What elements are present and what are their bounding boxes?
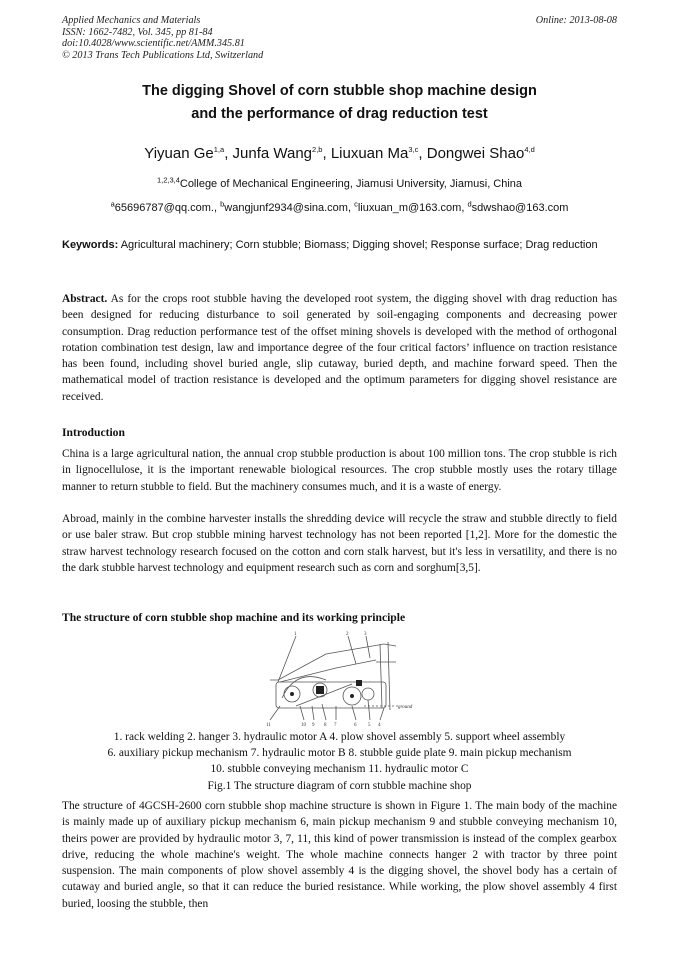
author-name: Liuxuan Ma: [330, 145, 409, 162]
machine-structure-figure: [256, 628, 422, 728]
email-address[interactable]: liuxuan_m@163.com: [357, 202, 462, 214]
email-sup: c: [354, 199, 358, 209]
hydraulic-motor-block: [356, 680, 362, 686]
figure-label-top: 3: [364, 632, 367, 637]
email-address[interactable]: wangjunf2934@sina.com: [224, 202, 348, 214]
figure-label-bottom: 9: [312, 723, 315, 728]
author-sup: 1,a: [213, 145, 225, 154]
hanger-post: [380, 644, 382, 708]
figure-label-bottom: 10: [301, 723, 306, 728]
abstract: [62, 291, 617, 405]
abstract-text: As for the crops root stubble having the developed root system, the digging shovel with drag reduction has been designed for reducing disturbance to soil generated by soil-engaging components and decreasing power consumption. Drag reduction performance test of the offset mining shovels is developed with the method of orthogonal rotation combination test design, law and importance degree of the four critical factors’ influence on traction resistance has been found, including shovel buried angle, slip cutaway, buried depth, and machine forward speed. Then the mathematical model of traction resistance is developed and the optimum parameters for digging shovel resistance are received.: [62, 293, 617, 403]
intro-paragraph-2: Abroad, mainly in the combine harvester installs the shredding device will recycle the straw and stubble directly to field or use baler straw. But crop stubble mining harvest technology has not been reported [1,2]. More for the domestic the straw harvest technology research focused on the cotton and corn stalk harvest, but it's less in versatility, and there is no the dark stubble harvest technology and equipment research such as corn and sorghum[3,5].: [62, 513, 617, 574]
figure-label-bottom: 11: [266, 723, 271, 728]
caption-line-3: 10. stubble conveying mechanism 11. hydraulic motor C: [210, 763, 469, 776]
caption-title: Fig.1 The structure diagram of corn stubble machine shop: [207, 779, 472, 792]
figure-label-bottom: 7: [334, 723, 337, 728]
drive-wheel: [362, 688, 374, 700]
leader-line: [368, 700, 370, 720]
email-address[interactable]: 65696787@qq.com.: [114, 202, 214, 214]
figure-label-top: 1: [294, 632, 297, 637]
structure-paragraph: The structure of 4GCSH-2600 corn stubble shop machine structure is shown in Figure 1. The main body of the machine is mainly made up of auxiliary pickup mechanism 6, main pickup mechanism 9 and stubble conveying mechanism 10, theirs power are provided by hydraulic motor 3, 7, 11, this kind of power transmission is instead of the complex gearbox drive, reducing the whole machine's weight. The whole machine connects hanger 2 with tractor by three point suspension. The main components of plow shovel assembly 4 is the digging shovel, the shovel body has a certain of cutaway and buried angle, so that it can reduce the buried resistance. While working, the plow shovel assembly 4 first buried, loosing the stubble, then: [62, 800, 617, 910]
affiliation-sup: 1,2,3,4: [156, 175, 180, 185]
caption-line-2: 6. auxiliary pickup mechanism 7. hydraulic motor B 8. stubble guide plate 9. main pickup mechanism: [107, 747, 572, 760]
email-sup: d: [467, 199, 472, 209]
email-sup: b: [220, 199, 225, 209]
email-address[interactable]: sdwshao@163.com: [471, 202, 569, 214]
author-sup: 4,d: [524, 145, 535, 154]
affiliation: [62, 176, 617, 192]
email-list: $^a$65696787@qq.com., $^b$wangjunf2934@sina.com, $^c$liuxuan_m@163.com, $^d$sdwshao@163.com: [110, 199, 569, 214]
author-sup: 3,c: [408, 145, 419, 154]
keywords-label: Keywords:: [62, 239, 119, 251]
author-list: Yiyuan Ge$^{1,a}$, Junfa Wang$^{2,b}$, Liuxuan Ma$^{3,c}$, Dongwei Shao$^{4,d}$: [144, 145, 535, 162]
copyright-line: © 2013 Trans Tech Publications Ltd, Switzerland: [62, 49, 264, 61]
author-name: Yiyuan Ge: [144, 145, 214, 162]
doi-line: doi:10.4028/www.scientific.net/AMM.345.81: [62, 38, 245, 50]
paper-title: [62, 80, 617, 126]
hanger-post: [388, 642, 390, 710]
email-sup: a: [110, 199, 115, 209]
caption-line-1: 1. rack welding 2. hanger 3. hydraulic motor A 4. plow shovel assembly 5. support wheel assembly: [113, 731, 566, 743]
drum-hub: [290, 692, 294, 696]
issn-line: ISSN: 1662-7482, Vol. 345, pp 81-84: [62, 26, 213, 38]
figure-label-bottom: 5: [368, 723, 371, 728]
affiliation-text: College of Mechanical Engineering, Jiamusi University, Jiamusi, China: [179, 178, 523, 190]
keywords-text: Agricultural machinery; Corn stubble; Biomass; Digging shovel; Response surface; Drag reduction: [120, 239, 598, 251]
title-line-1: The digging Shovel of corn stubble shop machine design: [142, 83, 537, 99]
figure-caption: [62, 729, 617, 794]
figure-label-top: 2: [346, 632, 349, 637]
author-name: Junfa Wang: [232, 145, 313, 162]
ground-label: ground: [398, 705, 413, 710]
journal-name: Applied Mechanics and Materials: [62, 15, 201, 26]
author-name: Dongwei Shao: [426, 145, 525, 162]
machine-diagram: [256, 628, 422, 728]
intro-paragraph-1: China is a large agricultural nation, the annual crop stubble production is about 100 million tons. The crop stubble is rich in lignocellulose, it is the important renewable biological resources. The crop stubble mostly uses the rotary tillage manner to return stubble to field. But the machinery consumes much, and it is a waste of energy.: [62, 448, 617, 493]
leader-line: [322, 704, 326, 720]
leader-line: [270, 706, 280, 720]
author-sup: 2,b: [312, 145, 323, 154]
wheel-hub: [350, 694, 354, 698]
keywords: [62, 237, 617, 254]
abstract-label: Abstract.: [62, 293, 108, 305]
figure-label-bottom: 4: [378, 723, 381, 728]
journal-header: [62, 15, 617, 61]
leader-line: [380, 708, 384, 720]
section-heading-structure: The structure of corn stubble shop machine and its working principle: [62, 611, 406, 624]
title-line-2: and the performance of drag reduction test: [191, 106, 488, 122]
figure-label-bottom: 8: [324, 723, 327, 728]
section-heading-introduction: Introduction: [62, 426, 125, 439]
hydraulic-motor-block: [316, 686, 324, 694]
online-date: Online: 2013-08-08: [535, 15, 617, 26]
figure-label-bottom: 6: [354, 723, 357, 728]
